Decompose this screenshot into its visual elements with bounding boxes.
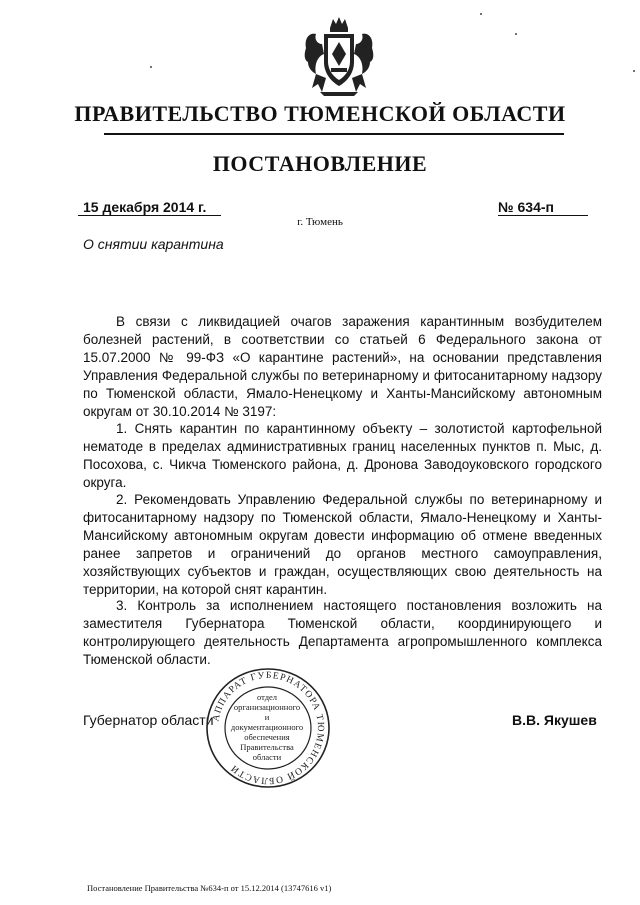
header-divider	[104, 133, 564, 135]
document-number: № 634-п	[498, 199, 554, 215]
stamp-line: отдел	[256, 692, 278, 702]
scan-speck	[515, 33, 517, 35]
stamp-line: документационного	[230, 722, 304, 732]
stamp-line: организационного	[233, 702, 301, 712]
document-subject: О снятии карантина	[83, 236, 224, 252]
signer-role: Губернатор области	[83, 712, 214, 728]
stamp-line: и	[264, 712, 270, 722]
preamble-paragraph: В связи с ликвидацией очагов заражения карантинным возбудителем болезней растений, в соответствии со статьей 6 Федерального закона от 15.07.2000 № 99-ФЗ «О карантине растений», на основании представления Управления Федеральной службы по ветеринарному и фитосанитарному надзору по Тюменской области, Ямало-Ненецкому и Ханты-Мансийскому автономным округам от 30.10.2014 № 3197:	[83, 314, 602, 419]
stamp-line: Правительства	[240, 742, 294, 752]
scan-speck	[480, 13, 482, 15]
coat-of-arms-icon	[300, 14, 378, 98]
stamp-line: области	[252, 752, 282, 762]
clause-paragraph-3: 3. Контроль за исполнением настоящего постановления возложить на заместителя Губернатора Тюменской области, координирующего и контролирующего деятельность Департамента агропромышленного комплекса Тюменской области.	[83, 598, 602, 667]
document-city: г. Тюмень	[297, 216, 343, 228]
scan-speck	[633, 70, 635, 72]
document-date: 15 декабря 2014 г.	[83, 199, 207, 215]
stamp-center-text	[222, 692, 312, 762]
stamp-ring-text: АППАРАТ ГУБЕРНАТОРА ТЮМЕНСКОЙ ОБЛАСТИ	[211, 670, 326, 786]
clause-paragraph-2: 2. Рекомендовать Управлению Федеральной службы по ветеринарному и фитосанитарному надзору по Тюменской области, Ямало-Ненецкому и Ханты-Мансийскому автономным округам довести информацию об отмене введенных ранее запретов и ограничений до органов местного самоуправления, хозяйствующих субъектов и граждан, осуществляющих свою деятельность на территории, на которой снят карантин.	[83, 492, 602, 597]
government-title: ПРАВИТЕЛЬСТВО ТЮМЕНСКОЙ ОБЛАСТИ	[74, 101, 566, 126]
signer-name: В.В. Якушев	[512, 712, 597, 728]
stamp-line: обеспечения	[244, 732, 290, 742]
clause-paragraph-1: 1. Снять карантин по карантинному объекту – золотистой картофельной нематоде в пределах административных границ населенных пунктов п. Мыс, д. Посохова, с. Чикча Тюменского района, д. Дронова Заводоуковского городского округа.	[83, 421, 602, 490]
document-type: ПОСТАНОВЛЕНИЕ	[212, 151, 428, 176]
scan-speck	[150, 66, 152, 68]
document-footer: Постановление Правительства №634-п от 15.12.2014 (13747616 v1)	[87, 883, 332, 893]
